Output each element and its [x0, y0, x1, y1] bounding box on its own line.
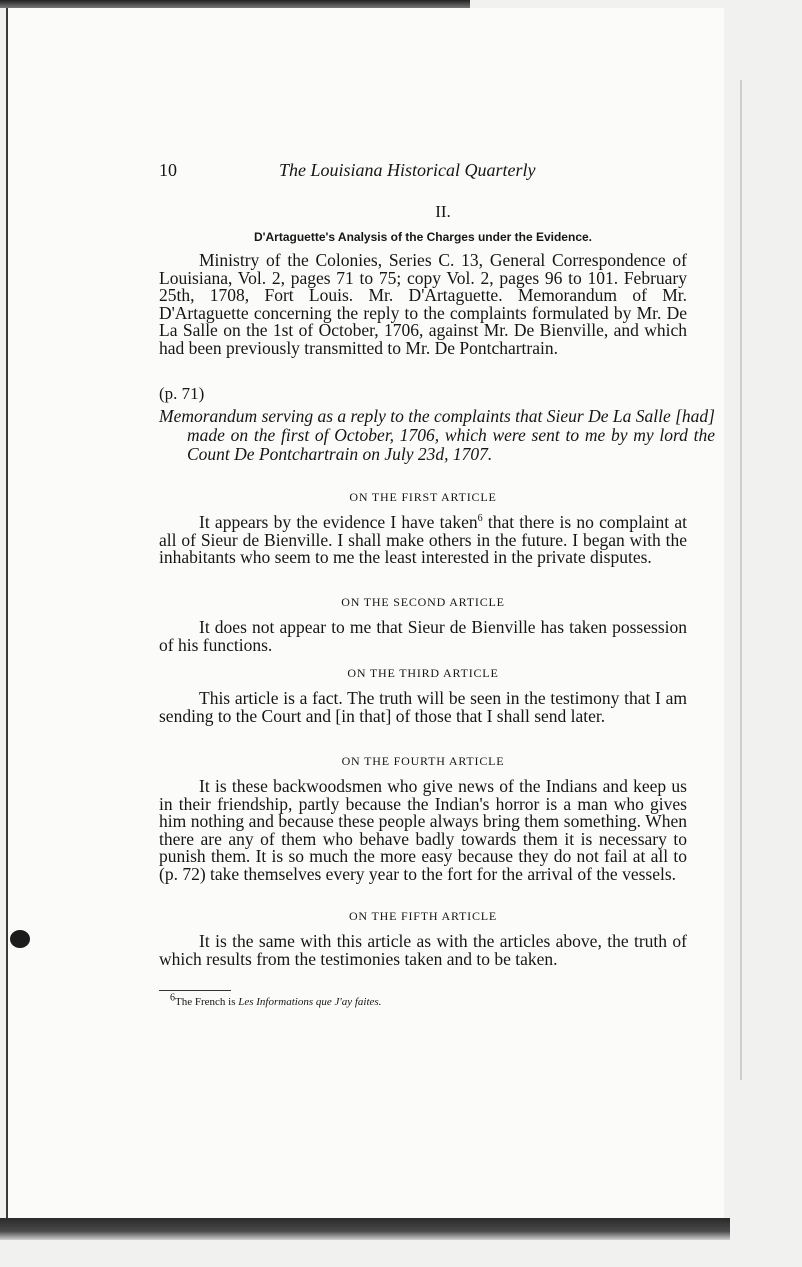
scan-top-edge [0, 0, 470, 8]
footnote-quote: Les Informations que J'ay faites. [238, 996, 382, 1008]
article-text: It is the same with this article as with the articles above, the truth of which results from the testimonies taken and to be taken. [159, 931, 687, 969]
article-text: It does not appear to me that Sieur de Bienville has taken possession of his functions. [159, 617, 687, 655]
journal-title: The Louisiana Historical Quarterly [279, 160, 536, 180]
footnote-mark: 6 [170, 992, 175, 1004]
running-header [159, 160, 687, 184]
memorandum-title: Memorandum serving as a reply to the complaints that Sieur De La Salle [had] made on the first of October, 1706, which were sent to me by my lord the Count De Pontchartrain on July 23d, 1707. [159, 406, 715, 464]
footnote-prefix: The French is [175, 996, 239, 1008]
section-subtitle: D'Artaguette's Analysis of the Charges under the Evidence. [253, 230, 592, 244]
article-heading: ON THE FIRST ARTICLE [349, 490, 497, 504]
footnote-reference: 6 [477, 513, 483, 525]
scan-right-shadow [740, 80, 742, 1080]
page-number: 10 [159, 160, 177, 180]
intro-paragraph: Ministry of the Colonies, Series C. 13, General Correspondence of Louisiana, Vol. 2, pages 71 to 75; copy Vol. 2, pages 96 to 101. February 25th, 1708, Fort Louis. Mr. D'Artaguette. Memorandum of Mr. D'Artaguette concerning the reply to the complaints formulated by Mr. De La Salle on the 1st of October, 1706, against Mr. De Bienville, and which had been previously transmitted to Mr. De Pontchartrain. [159, 250, 687, 358]
article-heading: ON THE SECOND ARTICLE [341, 595, 505, 609]
article-heading: ON THE FIFTH ARTICLE [348, 909, 498, 923]
article-text: It is these backwoodsmen who give news of the Indians and keep us in their friendship, partly because the Indian's horror is a man who gives him nothing and because these people always bring them something. When there are any of them who behave badly towards them it is necessary to punish them. It is so much the more easy because they do not fail at all to (p. 72) take themselves every year to the fort for the arrival of the vessels. [159, 776, 687, 884]
ink-blot [10, 930, 30, 948]
scan-bottom-edge [0, 1218, 730, 1240]
article-heading: ON THE FOURTH ARTICLE [341, 754, 505, 768]
footnote [170, 992, 698, 1008]
article-text [159, 514, 687, 567]
article-heading: ON THE THIRD ARTICLE [347, 666, 499, 680]
section-number: II. [435, 202, 451, 221]
book-page [6, 8, 724, 1218]
article-text: This article is a fact. The truth will be seen in the testimony that I am sending to the Court and [in that] of those that I shall send later. [159, 688, 687, 726]
page-reference: (p. 71) [159, 384, 205, 403]
article-text-start: It appears by the evidence I have taken [199, 512, 478, 532]
article-text-end: that there is no complaint at all of Sieur de Bienville. I shall make others in the future. I began with the inhabitants who seem to me the least interested in the private disputes. [159, 512, 687, 568]
footnote-divider [159, 990, 231, 991]
